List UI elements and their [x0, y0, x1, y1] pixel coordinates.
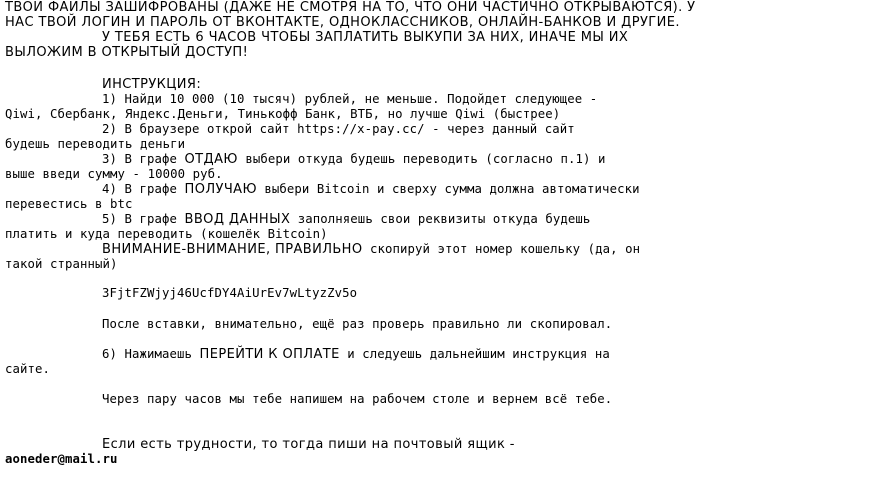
contact-text: Если есть трудности, то тогда пиши на почтовый ящик -	[102, 437, 515, 452]
step-4-line-1	[102, 182, 640, 197]
instructions-title: ИНСТРУКЦИЯ:	[102, 77, 202, 92]
step-3-line-1	[102, 152, 605, 167]
step-4-line-2: перевестись в btc	[5, 197, 133, 211]
step-3-prefix: 3) В графе	[102, 152, 185, 166]
step-3-rest: выбери откуда будешь переводить (согласно п.1) и	[237, 152, 606, 166]
step-5-prefix: 5) В графе	[102, 212, 185, 226]
header-line-3: У ТЕБЯ ЕСТЬ 6 ЧАСОВ ЧТОБЫ ЗАПЛАТИТЬ ВЫКУПИ ЗА НИХ, ИНАЧЕ МЫ ИХ	[102, 30, 629, 45]
step-5-line-2: платить и куда переводить (кошелёк Bitcoin)	[5, 227, 328, 241]
step-1-line-1: 1) Найди 10 000 (10 тысяч) рублей, не меньше. Подойдет следующее -	[102, 92, 598, 106]
step-2-line-2: будешь переводить деньги	[5, 137, 186, 151]
contact-email[interactable]: aoneder@mail.ru	[5, 452, 118, 466]
step-5-line-1	[102, 212, 590, 227]
warning-heading: ВНИМАНИЕ-ВНИМАНИЕ, ПРАВИЛЬНО	[102, 242, 363, 257]
warning-rest: скопируй этот номер кошельку (да, он	[362, 242, 641, 256]
step-1-line-2: Qiwi, Сбербанк, Яндекс.Деньги, Тинькофф Банк, ВТБ, но лучше Qiwi (быстрее)	[5, 107, 561, 121]
header-line-2: НАС ТВОЙ ЛОГИН И ПАРОЛЬ ОТ ВКОНТАКТЕ, ОДНОКЛАССНИКОВ, ОНЛАЙН-БАНКОВ И ДРУГИЕ.	[5, 15, 680, 30]
step-6-prefix: 6) Нажимаешь	[102, 347, 200, 361]
step-5-rest: заполняешь свои реквизиты откуда будешь	[290, 212, 591, 226]
step-4-rest: выбери Bitcoin и сверху сумма должна автоматически	[256, 182, 640, 196]
step-4-field-name: ПОЛУЧАЮ	[184, 182, 257, 197]
step-6-line-1	[102, 347, 610, 362]
step-6-rest: и следуешь дальнейшим инструкция на	[339, 347, 610, 361]
step-4-prefix: 4) В графе	[102, 182, 185, 196]
wallet-address[interactable]: 3FjtFZWjyj46UcfDY4AiUrEv7wLtyzZv5o	[102, 286, 358, 300]
step-5-field-name: ВВОД ДАННЫХ	[184, 212, 291, 227]
promise-line: Через пару часов мы тебе напишем на рабочем столе и вернем всё тебе.	[102, 392, 613, 406]
step-2-line-1: 2) В браузере открой сайт https://x-pay.cc/ - через данный сайт	[102, 122, 575, 136]
warning-line-1	[102, 242, 640, 257]
header-line-4: ВЫЛОЖИМ В ОТКРЫТЫЙ ДОСТУП!	[5, 45, 249, 60]
warning-line-2: такой странный)	[5, 257, 118, 271]
step-6-line-2: сайте.	[5, 362, 51, 376]
header-line-1: ТВОИ ФАЙЛЫ ЗАШИФРОВАНЫ (ДАЖЕ НЕ СМОТРЯ НА ТО, ЧТО ОНИ ЧАСТИЧНО ОТКРЫВАЮТСЯ). У	[5, 0, 696, 15]
contact-line	[102, 437, 515, 452]
step-3-line-2: выше введи сумму - 10000 руб.	[5, 167, 223, 181]
step-3-field-name: ОТДАЮ	[184, 152, 238, 167]
after-paste-note: После вставки, внимательно, ещё раз проверь правильно ли скопировал.	[102, 317, 613, 331]
step-6-button-name: ПЕРЕЙТИ К ОПЛАТЕ	[199, 347, 340, 362]
